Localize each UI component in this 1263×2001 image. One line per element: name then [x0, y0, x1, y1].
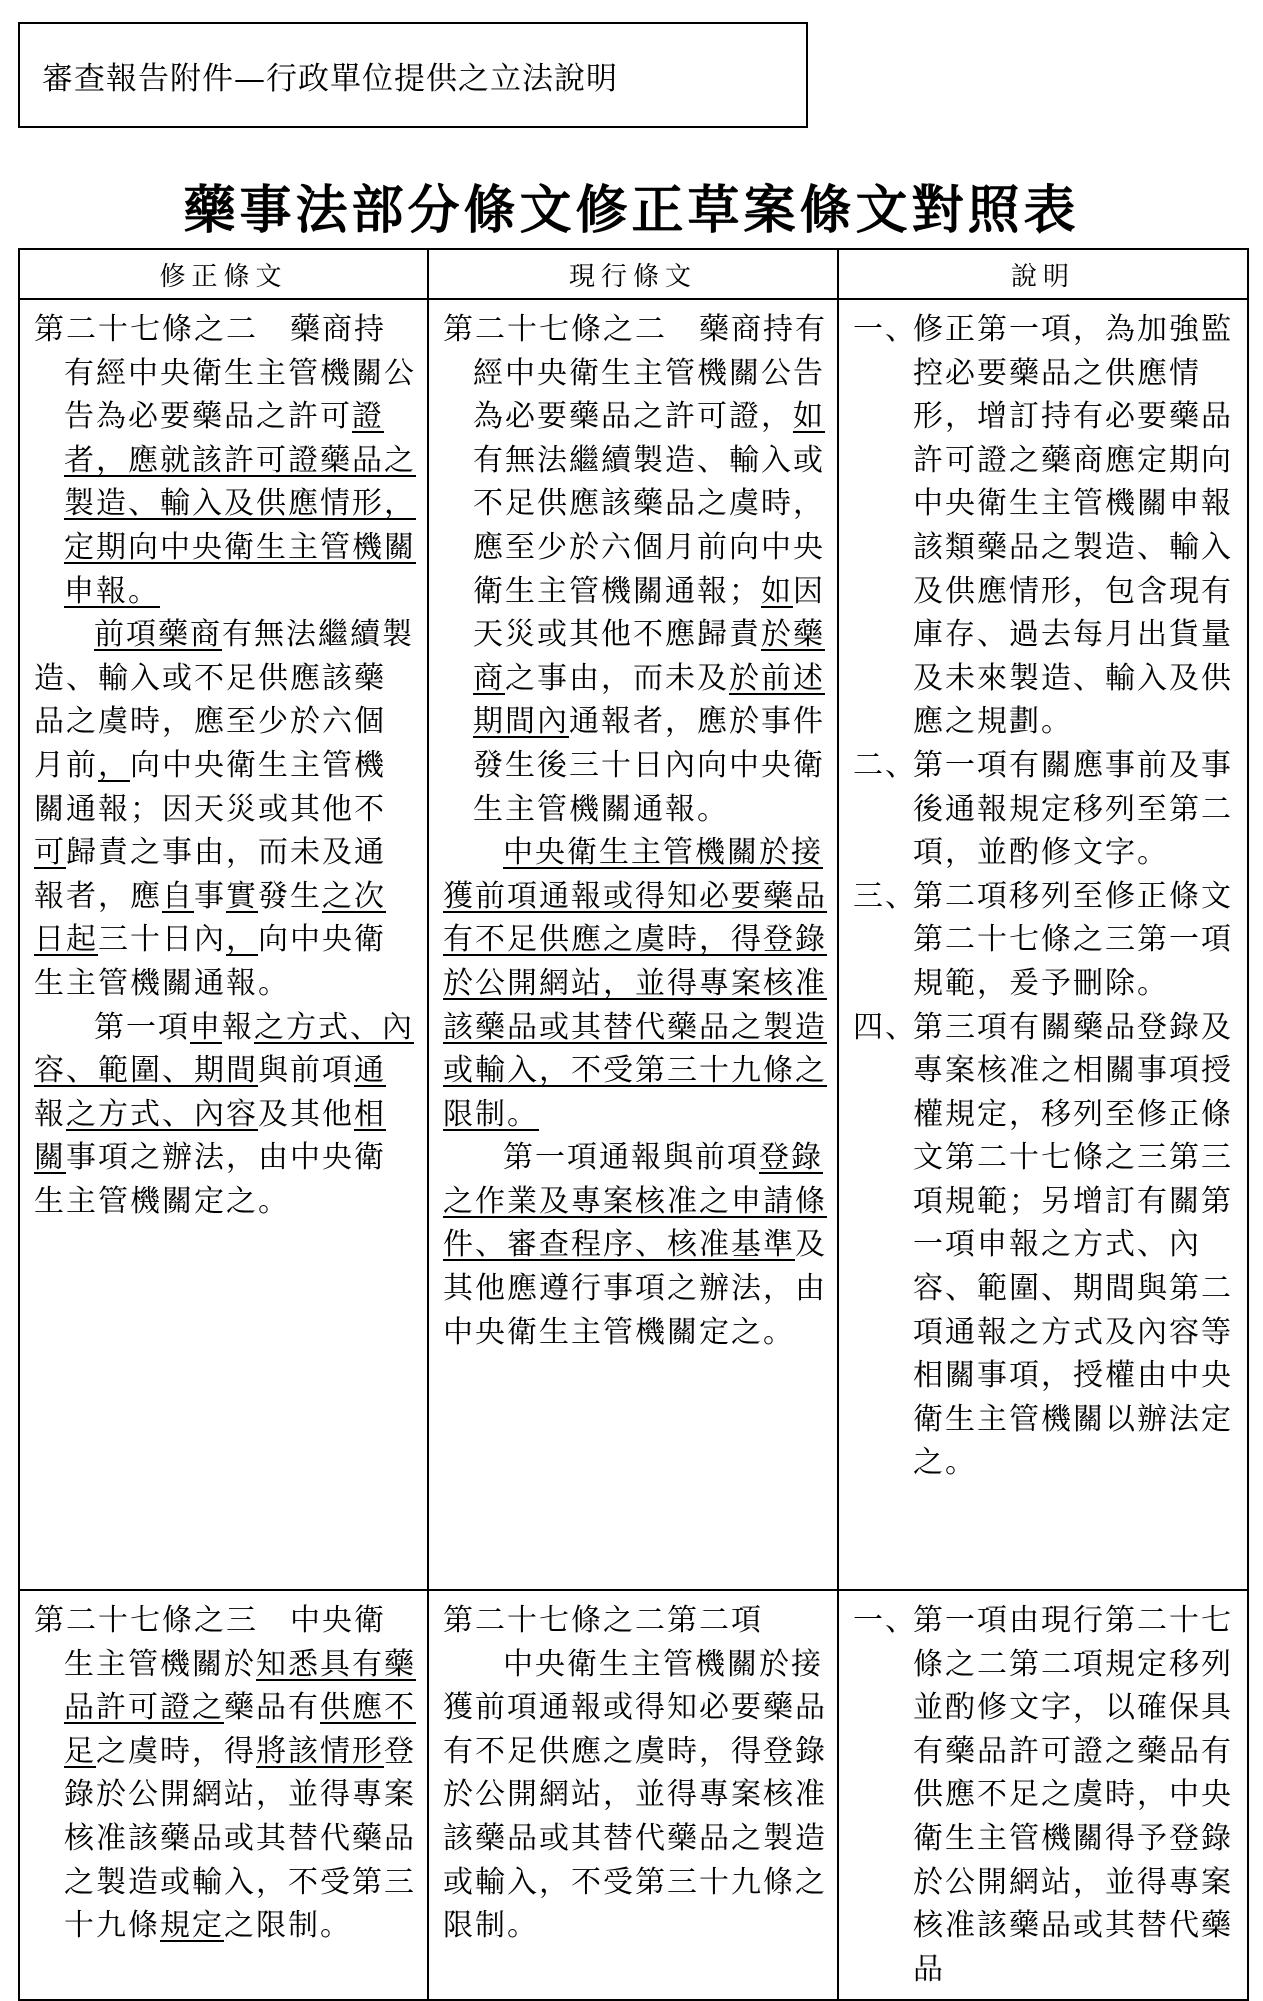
text-segment: 歸責之事由，而未及通報者，應 — [34, 835, 386, 914]
text-segment: 報 — [222, 1009, 254, 1045]
amended-text-segment: 前項藥商 — [94, 617, 222, 653]
text-segment: 藥品有 — [224, 1690, 320, 1726]
explanation-item — [853, 1006, 1237, 1486]
text-segment: 第二十七條之二 藥商持有經中央衛生主管機關公告為必要藥品之許可證， — [443, 312, 827, 435]
amended-text-segment: 實 — [226, 878, 258, 914]
item-number: 一、 — [853, 1603, 917, 1638]
text-segment: 與前項 — [258, 1053, 354, 1089]
text-segment: 有無法繼續製造、輸入或不足供應該藥品之虞時，應至少於六個月前 — [34, 617, 414, 783]
text-segment: 及其他 — [258, 1096, 354, 1132]
text-segment: 第二十七條之三 中央衛生主管機關於 — [34, 1603, 386, 1682]
amended-text-segment: 中央衛生主管機關於接獲前項通報或得知必要藥品有不足供應之虞時，得登錄於公開網站，並得專案核准該藥品或其替代藥品之製造或輸入，不受第三十九條之限制。 — [443, 835, 827, 1132]
text-segment: 之限制。 — [224, 1908, 352, 1944]
amended-text-segment: 供應不足 — [64, 1690, 416, 1769]
annex-label-box — [18, 22, 808, 128]
text-segment: 之虞時，得 — [96, 1733, 256, 1769]
amended-text-segment: 如 — [761, 573, 793, 609]
text-segment: 發生 — [258, 878, 322, 914]
header-current: 現行條文 — [428, 249, 838, 299]
amended-text-segment: 知悉具有藥品許可證之 — [64, 1646, 416, 1726]
amended-text — [20, 1591, 427, 1956]
explanation-item — [853, 744, 1237, 875]
text-segment: 報 — [34, 1096, 66, 1132]
clause-paragraph — [443, 1136, 827, 1354]
text-segment: 三十日內 — [98, 922, 226, 958]
amended-text-segment: ， — [98, 747, 130, 783]
text-segment: 事項之辦法，由中央衛生主管機關定之。 — [34, 1140, 386, 1219]
text-segment: 之事由，而未及 — [505, 660, 729, 696]
item-number: 三、 — [853, 878, 917, 914]
item-text: 第一項由現行第二十七條之二第二項規定移列並酌修文字，以確保具有藥品許可證之藥品有供應不足之虞時，中央衛生主管機關得予登錄於公開網站，並得專案核准該藥品或其替代藥品 — [913, 1603, 1233, 1987]
clause-paragraph — [443, 1643, 827, 1948]
text-segment: 向中央衛生主管機關通報；因天災或其他不 — [34, 747, 386, 827]
item-text: 修正第一項，為加強監控必要藥品之供應情形，增訂持有必要藥品許可證之藥商應定期向中央衛生主管機關申報該類藥品之製造、輸入及供應情形，包含現有庫存、過去每月出貨量及未來製造、輸入及供應之規劃。 — [913, 312, 1233, 740]
text-segment: 通報者，應於事件發生後三十日內向中央衛生主管機關通報。 — [473, 704, 825, 827]
amended-cell — [19, 299, 428, 1590]
text-segment: 有無法繼續製造、輸入或不足供應該藥品之虞時，應至少於六個月前向中央衛生主管機關通報； — [473, 442, 825, 609]
current-text — [429, 1591, 837, 1956]
amended-text-segment: 自 — [162, 878, 194, 914]
text-segment: 事 — [194, 878, 226, 914]
clause-paragraph — [443, 831, 827, 1136]
item-text: 第二項移列至修正條文第二十七條之三第一項規範，爰予刪除。 — [913, 878, 1233, 1001]
text-segment: 第一項通報與前項 — [503, 1140, 759, 1176]
explanation-cell — [838, 1590, 1248, 2000]
header-row — [19, 249, 1248, 299]
amended-text-segment: 規定 — [160, 1908, 224, 1944]
amended-text-segment: 之方式、內容 — [66, 1096, 258, 1132]
amended-text — [20, 300, 427, 1231]
explanation-text — [839, 1591, 1247, 1999]
text-segment: 向中央衛生主管機關通報。 — [34, 922, 386, 1001]
text-segment: 及其他應遵行事項之辦法，由中央衛生主管機關定之。 — [443, 1227, 827, 1350]
header-explanation: 說明 — [838, 249, 1248, 299]
clause-paragraph — [34, 613, 417, 1005]
amended-text-segment: 申 — [190, 1009, 222, 1045]
explanation-item — [853, 875, 1237, 1006]
amended-text-segment: 相關 — [34, 1096, 386, 1176]
current-text — [429, 300, 837, 1362]
table-row — [19, 299, 1248, 1590]
article-paragraph — [34, 1599, 417, 1948]
amended-text-segment: 於前述期間內 — [473, 660, 825, 740]
amended-text-segment: 通 — [354, 1053, 386, 1089]
amended-text-segment: 如 — [793, 399, 825, 435]
item-number: 四、 — [853, 1009, 917, 1045]
amended-text-segment: 之次日起 — [34, 878, 386, 958]
table-row — [19, 1590, 1248, 2000]
amended-text-segment: 於藥商 — [473, 617, 825, 696]
article-paragraph — [443, 308, 827, 831]
amended-text-segment: 證者，應就該許可證藥品之製造、輸入及供應情形，定期向中央衛生主管機關申報。 — [64, 399, 416, 609]
text-segment: 中央衛生主管機關於接獲前項通報或得知必要藥品有不足供應之虞時，得登錄於公開網站，並得專案核准該藥品或其替代藥品之製造或輸入，不受第三十九條之限制。 — [443, 1646, 827, 1944]
article-paragraph — [443, 1599, 827, 1643]
item-text: 第一項有關應事前及事後通報規定移列至第二項，並酌修文字。 — [913, 747, 1233, 871]
amended-text-segment: 將該情形 — [256, 1733, 384, 1769]
amended-text-segment: 之方式、內容、範圍、期間 — [34, 1009, 414, 1089]
header-amended: 修正條文 — [19, 249, 428, 299]
document-title: 藥事法部分條文修正草案條文對照表 — [183, 180, 1080, 241]
annex-label: 審查報告附件—行政單位提供之立法說明 — [42, 60, 618, 97]
amended-text-segment: 可 — [34, 835, 66, 871]
text-segment: 第二十七條之二第二項 — [443, 1603, 763, 1638]
text-segment: 第二十七條之二 藥商持有經中央衛生主管機關公告為必要藥品之許可 — [34, 312, 416, 435]
article-paragraph — [34, 308, 417, 613]
item-number: 二、 — [853, 747, 917, 783]
item-number: 一、 — [853, 312, 917, 347]
current-cell — [428, 299, 838, 1590]
amended-cell — [19, 1590, 428, 2000]
explanation-cell — [838, 299, 1248, 1590]
amended-text-segment: ， — [226, 922, 258, 958]
comparison-table — [18, 248, 1249, 2001]
explanation-item — [853, 1599, 1237, 1991]
clause-paragraph — [34, 1006, 417, 1224]
text-segment: 因天災或其他不應歸責 — [473, 573, 825, 653]
text-segment: 登錄於公開網站，並得專案核准該藥品或其替代藥品之製造或輸入，不受第三十九條 — [64, 1733, 416, 1944]
explanation-text — [839, 300, 1247, 1493]
amended-text-segment: 登錄之作業及專案核准之申請條件、審查程序、核准基準 — [443, 1140, 827, 1263]
text-segment: 第一項 — [94, 1009, 190, 1045]
item-text: 第三項有關藥品登錄及專案核准之相關事項授權規定，移列至修正條文第二十七條之三第三項規範；另增訂有關第一項申報之方式、內容、範圍、期間與第二項通報之方式及內容等相關事項，授權由中央衛生主管機關以辦法定之。 — [913, 1009, 1233, 1481]
explanation-item — [853, 308, 1237, 744]
current-cell — [428, 1590, 838, 2000]
